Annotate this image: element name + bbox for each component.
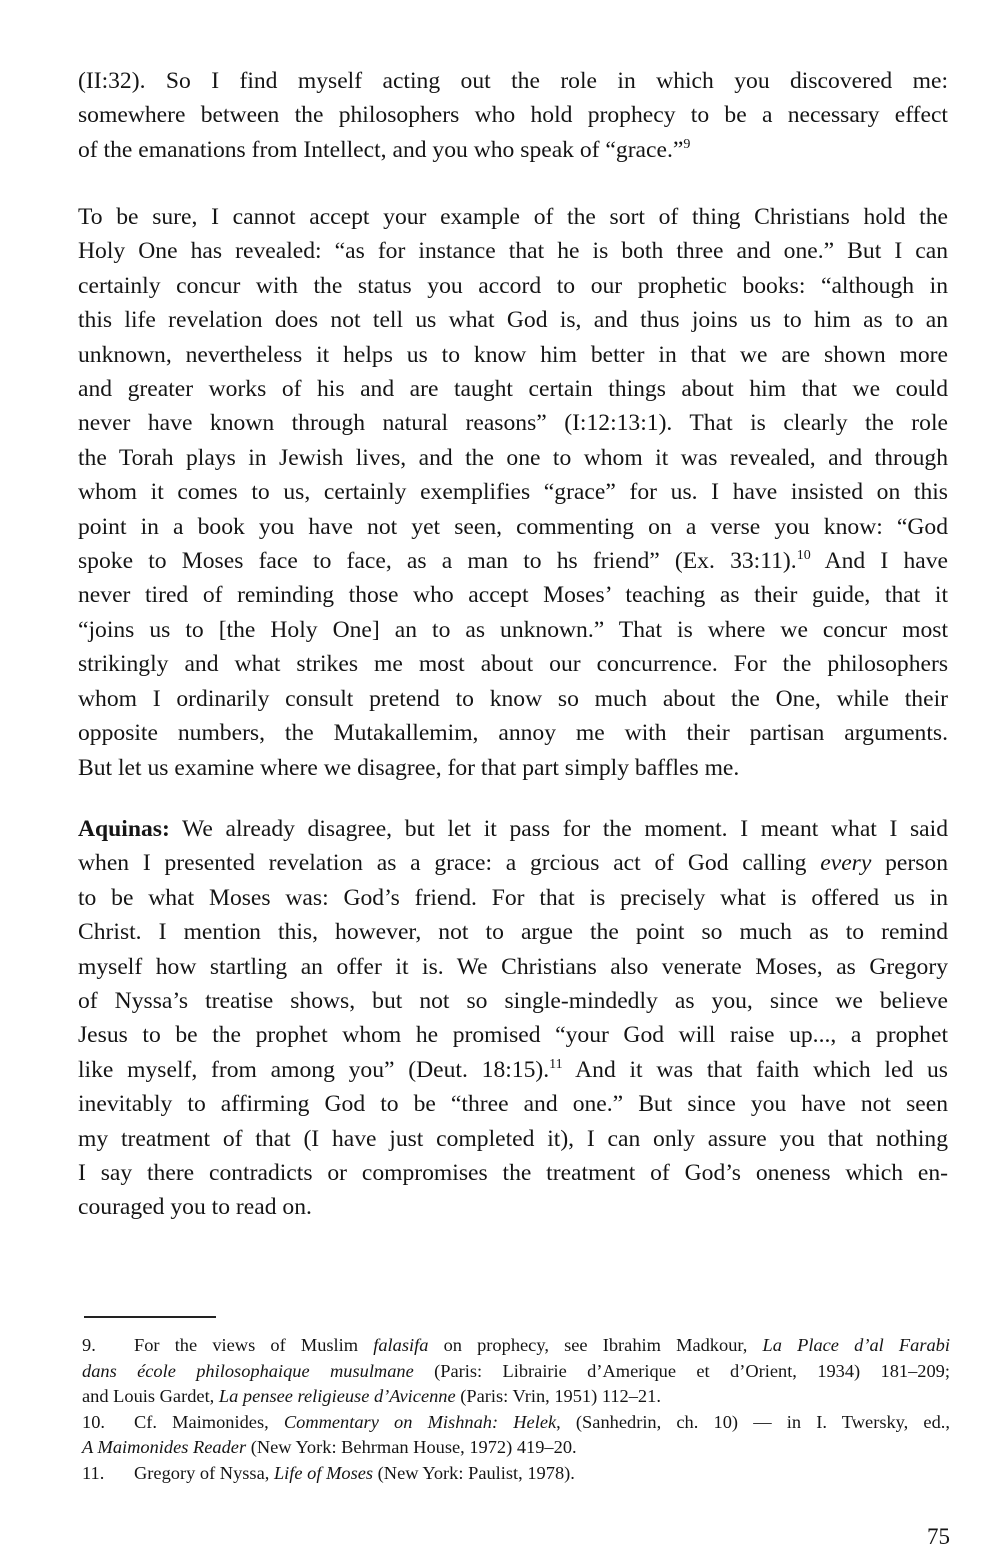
paragraph-maimonides [78,200,948,785]
footnote-number: 9. [82,1335,96,1355]
book-title: dans école philosophaique musulmane [82,1360,414,1381]
text-line: Christ. I mention this, however, not to argue the point so much as to remind [78,919,948,946]
text-line [78,544,948,578]
footnote-10 [82,1410,950,1436]
text-line: But let us examine where we disagree, for that part simply baffles me. [78,754,740,781]
text-line [78,1053,948,1087]
book-title: A Maimonides Reader [82,1437,247,1458]
text-line: never tired of reminding those who accept Moses’ teaching as their guide, that it [78,582,948,609]
text-line: “joins us to [the Holy One] an to as unknown.” That is where we concur most [78,616,948,643]
footnote-ref-9[interactable]: 9 [683,136,691,152]
text-run: Cf. Maimonides, [134,1411,284,1432]
paragraph-continuation [78,64,948,167]
footnote-11 [82,1461,950,1487]
text-line: To be sure, I cannot accept your example of the sort of thing Christians hold the [78,204,948,230]
text-run: person [871,850,948,877]
text-run: And I have [824,548,948,575]
text-line: point in a book you have not yet seen, commenting on a verse you know: “God [78,513,948,540]
text-run: (New York: Behrman House, 1972) 419–20. [246,1437,577,1458]
footnote-number: 11. [82,1462,105,1483]
text-run: and Louis Gardet, [82,1386,219,1407]
footnote-10-cont [82,1435,950,1461]
text-run: For the views of Muslim [134,1335,374,1355]
text-line [78,812,948,846]
emphasis: every [820,850,872,877]
text-run: when I presented revelation as a grace: a grcious act of God calling [78,850,821,877]
text-line: I say there contradicts or compromises the treatment of God’s oneness which en- [78,1160,948,1187]
footnote-9-cont [82,1359,950,1385]
text-line: opposite numbers, the Mutakallemim, annoy me with their partisan arguments. [78,720,948,747]
text-run: (Paris: Librairie d’Amerique et d’Orient, 1934) 181–209; [413,1360,950,1381]
text-line: whom it comes to us, certainly exemplifies “grace” for us. I have insisted on this [78,479,948,506]
footnote-ref-11[interactable]: 11 [549,1056,563,1072]
emphasis: falasifa [373,1335,429,1355]
text-run: We already disagree, but let it pass for the moment. I meant what I said [169,816,948,842]
text-line: Holy One has revealed: “as for instance that he is both three and one.” But I can [78,238,948,265]
text-run: (New York: Paulist, 1978). [373,1462,575,1483]
text-line: (II:32). So I find myself acting out the role in which you discovered me: [78,68,948,94]
text-line: couraged you to read on. [78,1194,312,1221]
text-line: and greater works of his and are taught certain things about him that we could [78,376,948,403]
book-title: La Place d’al Farabi [762,1335,950,1355]
text-line [78,133,948,167]
text-line [78,846,948,880]
footnotes [82,1333,950,1487]
footnote-number: 10. [82,1411,105,1432]
text-run: spoke to Moses face to face, as a man to hs friend” (Ex. 33:11). [78,548,797,575]
text-line: this life revelation does not tell us what God is, and thus joins us to him as to an [78,307,948,334]
text-line: myself how startling an offer it is. We Christians also venerate Moses, as Gregory [78,953,948,980]
text-line: Jesus to be the prophet whom he promised “your God will raise up..., a prophet [78,1022,948,1049]
text-line: inevitably to affirming God to be “three and one.” But since you have not seen [78,1091,948,1118]
text-line: the Torah plays in Jewish lives, and the one to whom it was revealed, and through [78,444,948,471]
book-title: La pensee religieuse d’Avicenne [218,1386,456,1407]
text-line: my treatment of that (I have just completed it), I can only assure you that nothing [78,1125,948,1152]
text-line: whom I ordinarily consult pretend to know so much about the One, while their [78,685,948,712]
speaker-label: Aquinas: [78,816,170,842]
text-run: (Paris: Vrin, 1951) 112–21. [455,1386,661,1407]
text-line: of Nyssa’s treatise shows, but not so single-mindedly as you, since we believe [78,988,948,1015]
text-line: unknown, nevertheless it helps us to know him better in that we are shown more [78,341,948,368]
text-line: strikingly and what strikes me most about our concurrence. For the philosophers [78,651,948,678]
text-line: to be what Moses was: God’s friend. For that is precisely what is offered us in [78,884,948,911]
footnote-9 [82,1333,950,1359]
footnote-9-cont [82,1384,950,1410]
text-line: never have known through natural reasons” (I:12:13:1). That is clearly the role [78,410,948,437]
text-run: like myself, from among you” (Deut. 18:15). [78,1056,550,1083]
text-run: , (Sanhedrin, ch. 10) — in I. Twersky, ed., [556,1411,950,1432]
text-line: certainly concur with the status you accord to our prophetic books: “although in [78,272,948,299]
footnote-divider [84,1316,216,1318]
footnote-ref-10[interactable]: 10 [796,548,811,564]
book-title: Commentary on Mishnah: Helek [283,1411,557,1432]
text-run: on prophecy, see Ibrahim Madkour, [428,1335,763,1355]
text-run: And it was that faith which led us [562,1056,948,1083]
text-line: somewhere between the philosophers who hold prophecy to be a necessary effect [78,102,948,129]
page-number: 75 [927,1524,950,1549]
paragraph-aquinas [78,812,948,1225]
text-run: Gregory of Nyssa, [134,1462,274,1483]
book-title: Life of Moses [273,1462,374,1483]
text-run: of the emanations from Intellect, and you who speak of “grace.” [78,136,684,163]
